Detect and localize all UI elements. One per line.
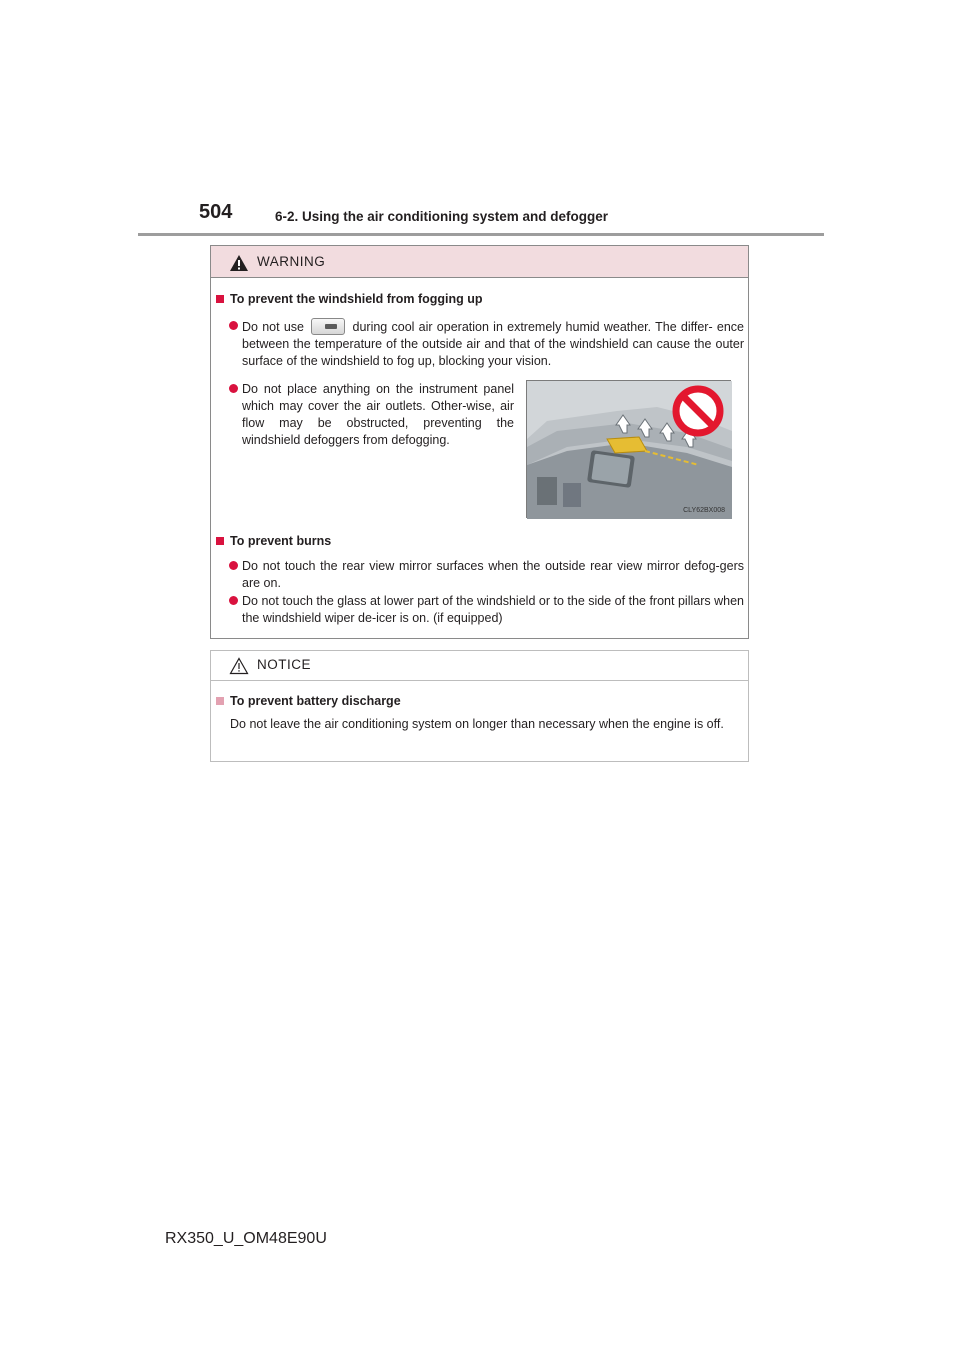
notice-body: Do not leave the air conditioning system on longer than necessary when the engine is off. bbox=[230, 717, 724, 731]
bullet-dot-icon bbox=[229, 384, 238, 393]
square-bullet-icon bbox=[216, 697, 224, 705]
section-heading-text: To prevent battery discharge bbox=[230, 694, 401, 708]
illustration-code: CLY62BX008 bbox=[683, 507, 725, 514]
bullet-dot-icon bbox=[229, 321, 238, 330]
warning-item bbox=[242, 593, 744, 627]
warning-item bbox=[242, 318, 744, 370]
square-bullet-icon bbox=[216, 295, 224, 303]
section-heading bbox=[216, 292, 483, 306]
windshield-defogger-button-icon bbox=[311, 318, 345, 335]
notice-triangle-icon bbox=[229, 657, 249, 675]
item-text: during cool air operation in extremely humid weather. The differ- bbox=[352, 320, 713, 334]
footer-model-code: RX350_U_OM48E90U bbox=[165, 1230, 327, 1247]
warning-header bbox=[211, 246, 748, 278]
item-text: Do not use bbox=[242, 320, 304, 334]
page-header bbox=[199, 201, 839, 231]
dashboard-illustration bbox=[526, 380, 731, 518]
notice-header bbox=[211, 651, 748, 681]
section-title: 6-2. Using the air conditioning system and defogger bbox=[275, 209, 609, 224]
section-heading bbox=[216, 694, 401, 708]
prohibited-icon bbox=[676, 389, 720, 433]
notice-box bbox=[210, 650, 749, 762]
section-heading-text: To prevent burns bbox=[230, 534, 332, 548]
section-heading-text: To prevent the windshield from fogging up bbox=[230, 292, 483, 306]
item-text: Do not place anything on the instrument panel which may cover the air outlets. Other-wise, air flow may be obstructed, preventing the windshield defoggers from defogging. bbox=[242, 382, 514, 447]
warning-title: WARNING bbox=[257, 254, 326, 269]
item-text: ence between the temperature of the outside air and that of the windshield can cause the outer surface of the windshield to fog up, blocking your vision. bbox=[242, 320, 744, 368]
warning-item bbox=[242, 381, 514, 449]
section-heading bbox=[216, 534, 331, 548]
notice-title: NOTICE bbox=[257, 657, 312, 672]
item-text: Do not touch the glass at lower part of the windshield or to the side of the front pillars when the windshield wiper de-icer is on. (if equipped) bbox=[242, 594, 744, 625]
bullet-dot-icon bbox=[229, 561, 238, 570]
page-number: 504 bbox=[199, 201, 233, 223]
square-bullet-icon bbox=[216, 537, 224, 545]
item-text: Do not touch the rear view mirror surfaces when the outside rear view mirror defog-gers are on. bbox=[242, 559, 744, 590]
warning-item bbox=[242, 558, 744, 592]
warning-triangle-icon bbox=[229, 254, 249, 272]
bullet-dot-icon bbox=[229, 596, 238, 605]
header-rule bbox=[138, 233, 824, 236]
